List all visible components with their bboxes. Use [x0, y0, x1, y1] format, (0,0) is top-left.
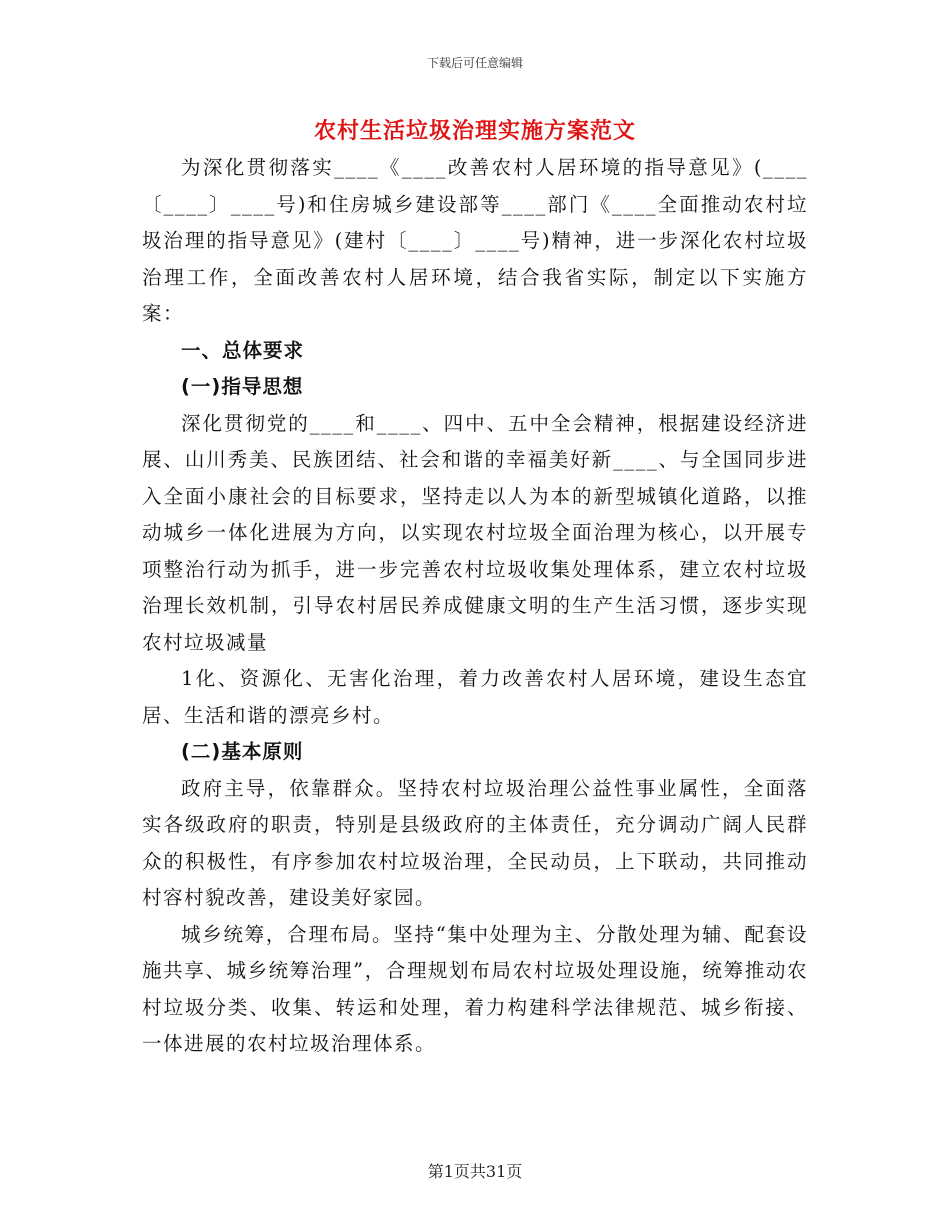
paragraph-principle-urban-rural: 城乡统筹，合理布局。坚持“集中处理为主、分散处理为辅、配套设施共享、城乡统筹治理”，合理规划布局农村垃圾处理设施，统筹推动农村垃圾分类、收集、转运和处理，着力构建科学法律规范、城乡衔接、一体进展的农村垃圾治理体系。	[142, 922, 808, 1055]
paragraph-guiding-ideology: 深化贯彻党的____和____、四中、五中全会精神，根据建设经济进展、山川秀美、民族团结、社会和谐的幸福美好新____、与全国同步进入全面小康社会的目标要求，坚持走以人为本的新型城镇化道路，以推动城乡一体化进展为方向，以实现农村垃圾全面治理为核心，以开展专项整治行动为抓手，进一步完善农村垃圾收集处理体系，建立农村垃圾治理长效机制，引导农村居民养成健康文明的生产生活习惯，逐步实现农村垃圾减量	[142, 411, 808, 654]
heading-general-requirements: 一、总体要求	[181, 338, 305, 362]
paragraph-principle-government: 政府主导，依靠群众。坚持农村垃圾治理公益性事业属性，全面落实各级政府的职责，特别是县级政府的主体责任，充分调动广阔人民群众的积极性，有序参加农村垃圾治理，全民动员，上下联动，共同推动村容村貌改善，建设美好家园。	[142, 776, 808, 909]
paragraph-intro: 为深化贯彻落实____《____改善农村人居环境的指导意见》(____〔____〕____号)和住房城乡建设部等____部门《____全面推动农村垃圾治理的指导意见》(建村〔____〕____号)精神，进一步深化农村垃圾治理工作，全面改善农村人居环境，结合我省实际，制定以下实施方案：	[142, 156, 808, 325]
heading-guiding-ideology: (一)指导思想	[181, 375, 304, 398]
paragraph-guiding-ideology-cont: 1化、资源化、无害化治理，着力改善农村人居环境，建设生态宜居、生活和谐的漂亮乡村。	[142, 667, 808, 727]
page-number: 第1页共31页	[427, 1162, 523, 1181]
document-body	[142, 150, 808, 1063]
document-title: 农村生活垃圾治理实施方案范文	[313, 119, 636, 144]
heading-basic-principles: (二)基本原则	[181, 740, 304, 763]
header-note: 下载后可任意编辑	[426, 56, 523, 70]
